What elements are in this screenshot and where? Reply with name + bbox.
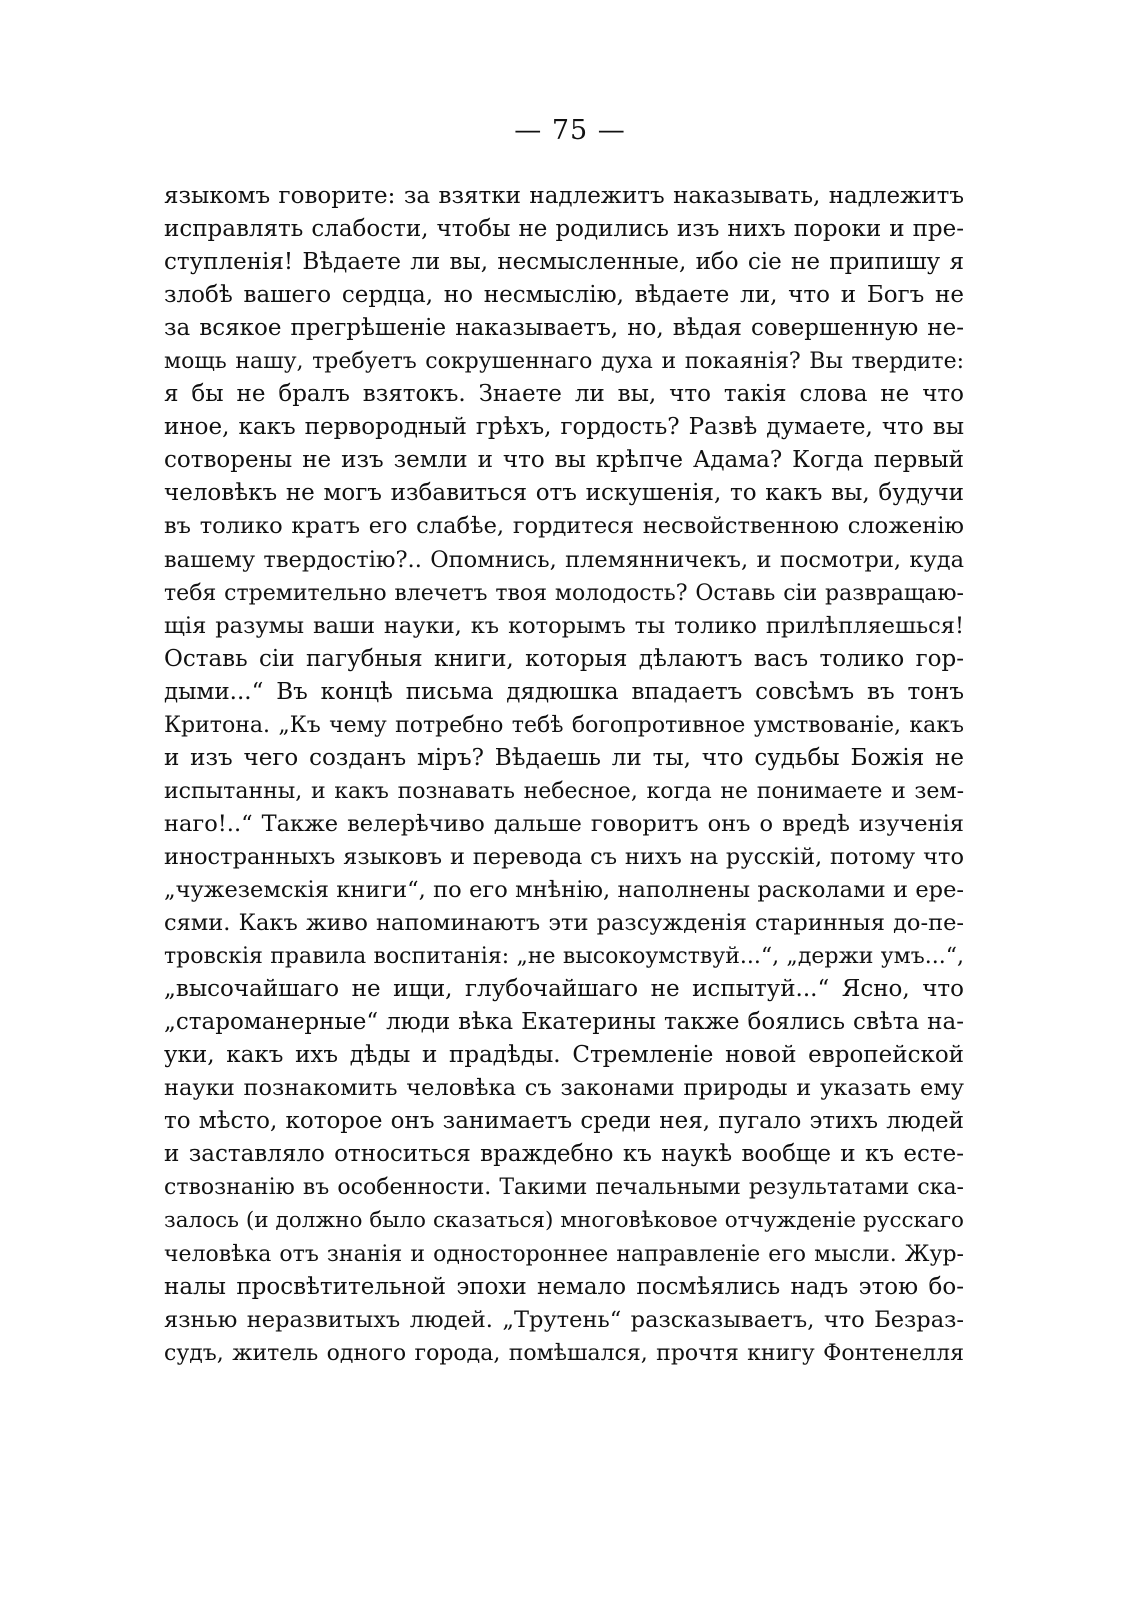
text-line: и изъ чего созданъ міръ? Вѣдаешь ли ты, что судьбы Божія не (164, 744, 964, 771)
text-line: человѣка отъ знанія и одностороннее направленіе его мысли. Жур- (164, 1241, 964, 1267)
text-line: залось (и должно было сказаться) многовѣковое отчужденіе русскаго (164, 1208, 964, 1234)
text-line: язнью неразвитыхъ людей. „Трутень“ разсказываетъ, что Безраз- (164, 1306, 964, 1333)
text-line: исправлять слабости, чтобы не родились изъ нихъ пороки и пре- (164, 216, 964, 243)
text-line: щія разумы ваши науки, къ которымъ ты толико прилѣпляешься! (164, 612, 964, 639)
text-line: судъ, житель одного города, помѣшался, прочтя книгу Фонтенелля (164, 1340, 964, 1366)
text-line: сотворены не изъ земли и что вы крѣпче Адама? Когда первый (164, 447, 964, 474)
text-line: „староманерные“ люди вѣка Екатерины также боялись свѣта на- (164, 1009, 964, 1036)
text-line: испытанны, и какъ познавать небесное, когда не понимаете и зем- (164, 778, 964, 804)
text-line: налы просвѣтительной эпохи немало посмѣялись надъ этою бо- (164, 1273, 964, 1300)
text-line: мощь нашу, требуетъ сокрушеннаго духа и покаянія? Вы твердите: (164, 349, 964, 375)
text-line: дыми...“ Въ концѣ письма дядюшка впадаетъ совсѣмъ въ тонъ (164, 678, 964, 705)
text-line: въ толико кратъ его слабѣе, гордитеся несвойственною сложенію (164, 513, 964, 540)
text-line: вашему твердостію?.. Опомнись, племянничекъ, и посмотри, куда (164, 546, 964, 573)
text-line: тровскія правила воспитанія: „не высокоумствуй...“, „держи умъ...“, (164, 944, 964, 970)
page-number: — 75 — (514, 115, 626, 146)
text-line: за всякое прегрѣшеніе наказываетъ, но, вѣдая совершенную не- (164, 315, 964, 342)
text-line: науки познакомить человѣка съ законами природы и указать ему (164, 1075, 964, 1102)
text-line: иное, какъ первородный грѣхъ, гордость? Развѣ думаете, что вы (164, 414, 964, 441)
text-line: человѣкъ не могъ избавиться отъ искушенія, то какъ вы, будучи (164, 480, 964, 507)
text-line: сями. Какъ живо напоминаютъ эти разсужденія старинныя до-пе- (164, 910, 964, 937)
text-line: наго!..“ Также велерѣчиво дальше говоритъ онъ о вредѣ изученія (164, 810, 964, 837)
text-line: „чужеземскія книги“, по его мнѣнію, наполнены расколами и ере- (164, 876, 964, 903)
text-line: злобѣ вашего сердца, но несмыслію, вѣдаете ли, что и Богъ не (164, 282, 964, 309)
text-line: то мѣсто, которое онъ занимаетъ среди нея, пугало этихъ людей (164, 1108, 964, 1135)
text-line: уки, какъ ихъ дѣды и прадѣды. Стремленіе новой европейской (164, 1042, 964, 1069)
text-line: тебя стремительно влечетъ твоя молодость? Оставь сіи развращаю- (164, 580, 964, 606)
text-line: языкомъ говорите: за взятки надлежитъ наказывать, надлежитъ (164, 183, 964, 209)
text-line: Критона. „Къ чему потребно тебѣ богопротивное умствованіе, какъ (164, 712, 964, 738)
text-line: Оставь сіи пагубныя книги, которыя дѣлаютъ васъ толико гор- (164, 645, 964, 672)
text-line: иностранныхъ языковъ и перевода съ нихъ на русскій, потому что (164, 843, 964, 870)
body-text (164, 180, 964, 1370)
text-line: „высочайшаго не ищи, глубочайшаго не испытуй...“ Ясно, что (164, 976, 964, 1003)
text-line: ступленія! Вѣдаете ли вы, несмысленные, ибо сіе не припишу я (164, 249, 964, 276)
text-line: я бы не бралъ взятокъ. Знаете ли вы, что такія слова не что (164, 381, 964, 408)
text-line: ствознанію въ особенности. Такими печальными результатами ска- (164, 1175, 964, 1201)
text-line: и заставляло относиться враждебно къ наукѣ вообще и къ есте- (164, 1141, 964, 1168)
